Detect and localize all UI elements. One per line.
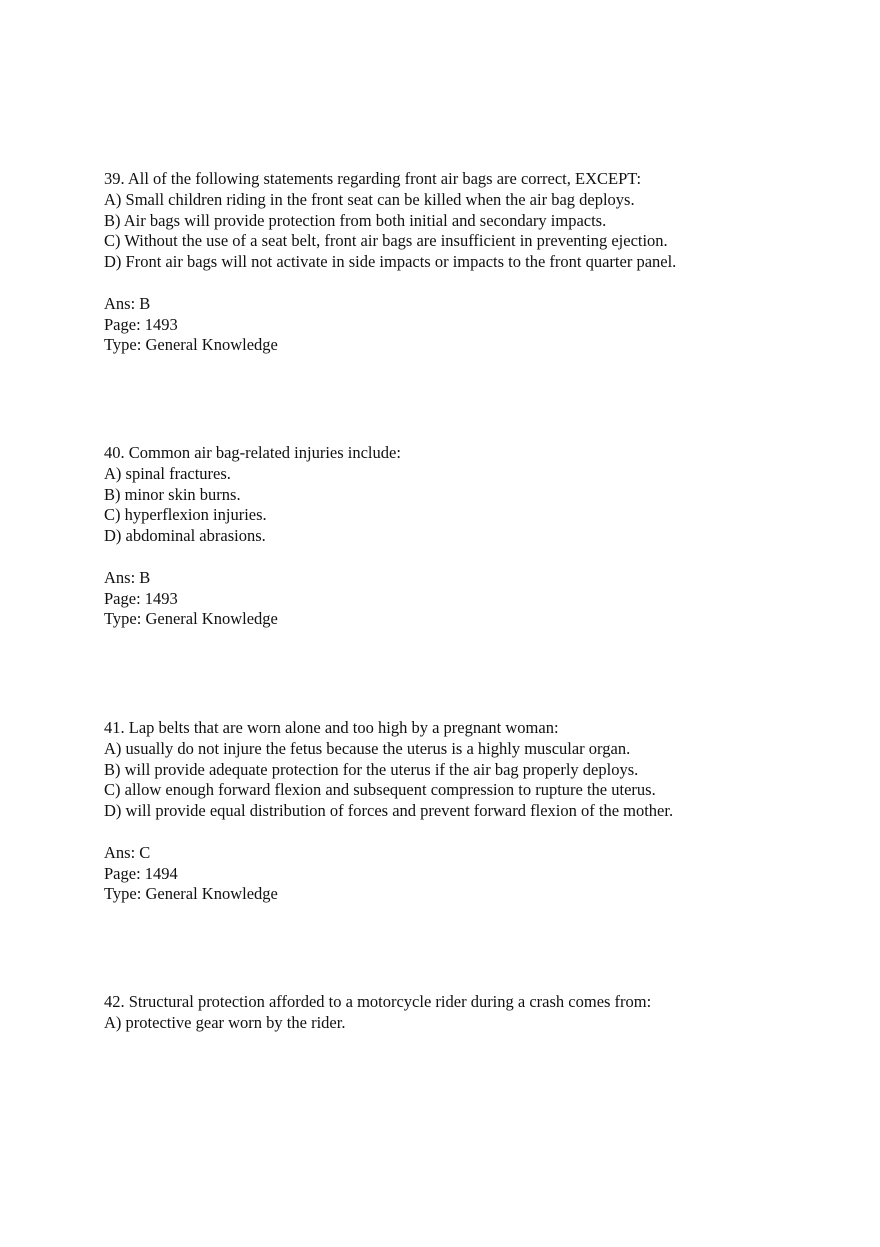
page-reference: Page: 1493 [104, 314, 178, 334]
answer-option-d: D) abdominal abrasions. [104, 526, 266, 546]
answer-option-a: A) spinal fractures. [104, 463, 231, 483]
answer-option-b: B) minor skin burns. [104, 484, 241, 504]
question-stem: 40. Common air bag-related injuries include: [104, 443, 401, 462]
answer-option-c: C) Without the use of a seat belt, front air bags are insufficient in preventing ejection. [104, 231, 668, 251]
question-39 [104, 169, 844, 356]
question-type: Type: General Knowledge [104, 609, 278, 629]
spacer [104, 547, 844, 568]
answer-option-d: D) Front air bags will not activate in side impacts or impacts to the front quarter panel. [104, 252, 677, 272]
answer-option-a: A) Small children riding in the front seat can be killed when the air bag deploys. [104, 189, 635, 209]
question-stem: 41. Lap belts that are worn alone and too high by a pregnant woman: [104, 718, 559, 737]
answer-option-b: B) Air bags will provide protection from both initial and secondary impacts. [104, 210, 607, 230]
question-40 [104, 443, 844, 630]
question-41 [104, 718, 844, 905]
page-reference: Page: 1493 [104, 588, 178, 608]
page-reference: Page: 1494 [104, 863, 178, 883]
question-42 [104, 992, 844, 1034]
question-stem: 42. Structural protection afforded to a motorcycle rider during a crash comes from: [104, 992, 652, 1011]
question-stem: 39. All of the following statements regarding front air bags are correct, EXCEPT: [104, 169, 642, 188]
spacer [104, 822, 844, 843]
spacer [104, 273, 844, 294]
answer-option-d: D) will provide equal distribution of forces and prevent forward flexion of the mother. [104, 801, 674, 821]
answer-option-a: A) protective gear worn by the rider. [104, 1012, 346, 1032]
answer-option-b: B) will provide adequate protection for the uterus if the air bag properly deploys. [104, 759, 639, 779]
question-type: Type: General Knowledge [104, 335, 278, 355]
answer-key: Ans: C [104, 842, 151, 862]
answer-option-c: C) hyperflexion injuries. [104, 505, 267, 525]
answer-option-a: A) usually do not injure the fetus because the uterus is a highly muscular organ. [104, 738, 631, 758]
answer-key: Ans: B [104, 567, 151, 587]
question-type: Type: General Knowledge [104, 884, 278, 904]
answer-key: Ans: B [104, 293, 151, 313]
answer-option-c: C) allow enough forward flexion and subsequent compression to rupture the uterus. [104, 780, 656, 800]
